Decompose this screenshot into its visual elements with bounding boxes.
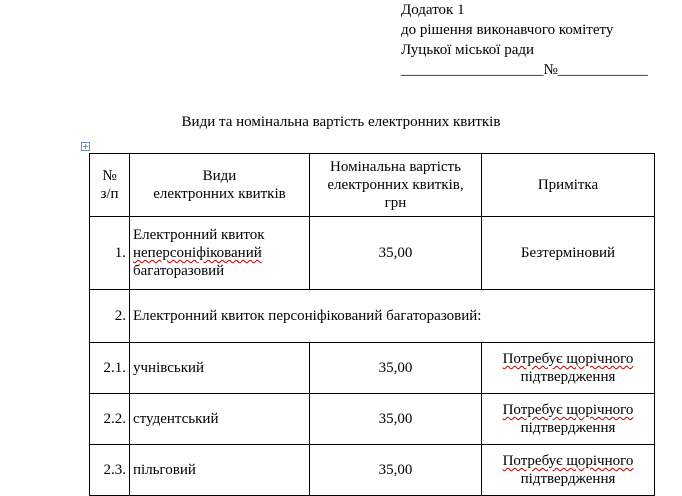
spellcheck-underline: неперсоніфікований	[133, 245, 262, 261]
header-price-line-2: електронних квитків,	[327, 177, 464, 193]
header-number-line-1: №	[102, 168, 117, 184]
council-name: Луцької міської ради	[401, 42, 535, 58]
row-note-cell	[482, 394, 655, 445]
row-price: 35,00	[310, 394, 482, 445]
row-type-line-2	[133, 244, 306, 262]
row-type-cell	[130, 217, 310, 290]
tickets-table	[89, 153, 655, 496]
decision-reference: до рішення виконавчого комітету	[401, 22, 614, 38]
row-price: 35,00	[310, 217, 482, 290]
date-number-line: ___________________№____________	[401, 62, 648, 78]
table-header-row	[90, 154, 655, 217]
row-note-line-2: підтвердження	[520, 471, 616, 487]
row-number: 1.	[90, 217, 130, 290]
appendix-header	[401, 0, 648, 80]
row-type-line-3: багаторазовий	[133, 263, 225, 279]
row-type-line-1: Електронний квиток	[133, 227, 265, 243]
row-type: пільговий	[130, 445, 310, 496]
spellcheck-underline: Потребує щорічного	[502, 453, 634, 469]
row-number: 2.1.	[90, 343, 130, 394]
table-row	[90, 217, 655, 290]
header-price-line-3: грн	[384, 195, 407, 211]
header-number-line-2: з/п	[100, 186, 119, 202]
table-row	[90, 445, 655, 496]
header-price-cell	[310, 154, 482, 217]
header-note-cell: Примітка	[482, 154, 655, 217]
row-price: 35,00	[310, 343, 482, 394]
row-note: Безтерміновий	[482, 217, 655, 290]
table-section-row	[90, 290, 655, 343]
spellcheck-underline: Потребує щорічного	[502, 402, 634, 418]
row-note-line-1	[485, 452, 651, 470]
spellcheck-underline: Потребує щорічного	[502, 351, 634, 367]
section-title: Електронний квиток персоніфікований багаторазовий:	[130, 290, 655, 343]
row-note-line-2: підтвердження	[520, 420, 616, 436]
document-title: Види та номінальна вартість електронних квитків	[181, 114, 501, 130]
row-type: учнівський	[130, 343, 310, 394]
table-row	[90, 394, 655, 445]
row-price: 35,00	[310, 445, 482, 496]
row-number: 2.2.	[90, 394, 130, 445]
row-note-cell	[482, 343, 655, 394]
row-type: студентський	[130, 394, 310, 445]
row-note-line-1	[485, 350, 651, 368]
row-note-line-1	[485, 401, 651, 419]
row-number: 2.3.	[90, 445, 130, 496]
table-move-handle-icon[interactable]: +	[82, 142, 89, 151]
row-note-cell	[482, 445, 655, 496]
section-number: 2.	[90, 290, 130, 343]
header-number-cell	[90, 154, 130, 217]
header-type-line-1: Види	[202, 168, 237, 184]
header-type-line-2: електронних квитків	[153, 186, 286, 202]
appendix-label: Додаток 1	[401, 2, 465, 18]
header-type-cell	[130, 154, 310, 217]
row-note-line-2: підтвердження	[520, 369, 616, 385]
header-price-line-1: Номінальна вартість	[330, 159, 461, 175]
table-row	[90, 343, 655, 394]
